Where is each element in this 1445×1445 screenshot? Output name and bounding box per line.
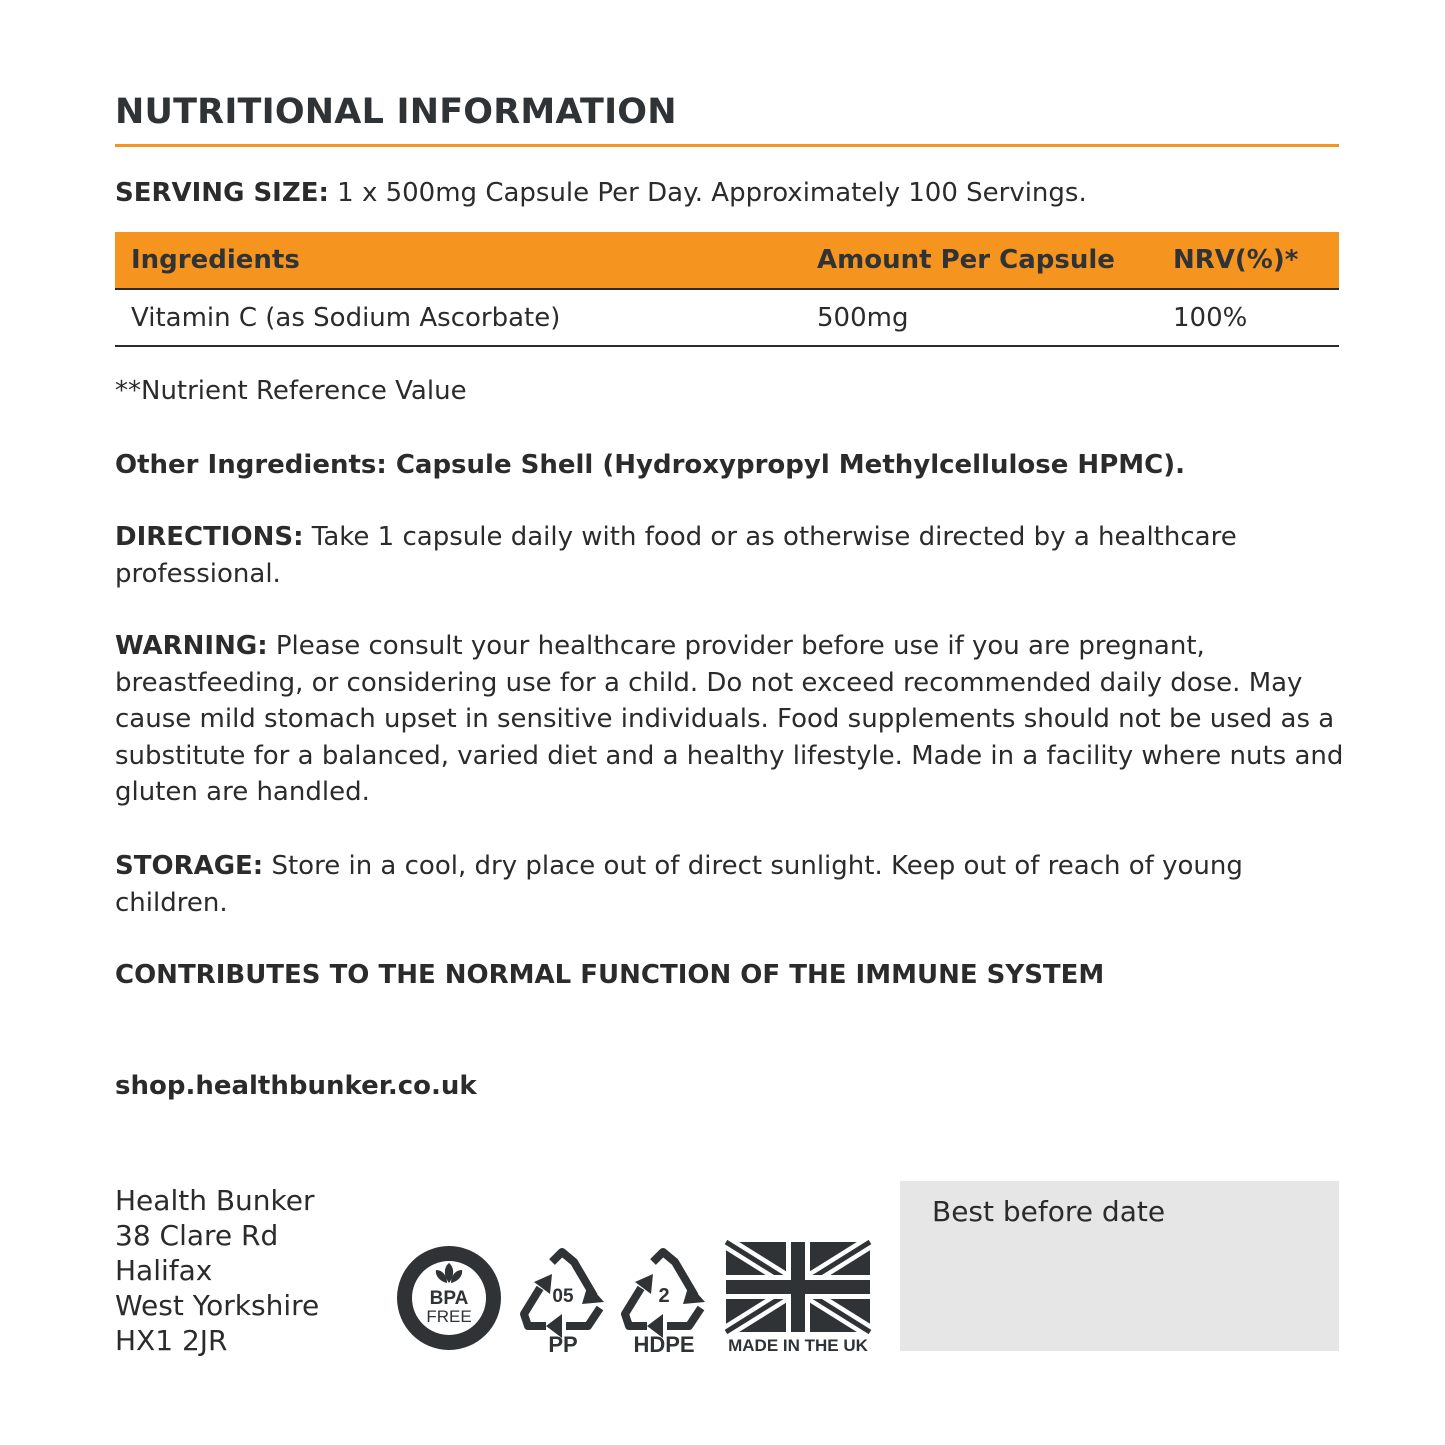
header-ingredients: Ingredients	[131, 245, 300, 275]
table-row	[115, 290, 1339, 347]
header-amount: Amount Per Capsule	[817, 245, 1115, 275]
union-flag-icon	[724, 1240, 872, 1358]
warning-text: Please consult your healthcare provider before use if you are pregnant, breastfeeding, or considering use for a child. Do not exceed recommended daily dose. May cause mild stomach upset in sensitive individuals. Food supplements should not be used as a substitute for a balanced, varied diet and a healthy lifestyle. Made in a facility where nuts and gluten are handled.	[115, 631, 1344, 807]
recycle-pp-icon	[518, 1248, 608, 1358]
heading-underline	[115, 144, 1339, 147]
hdpe-label: HDPE	[633, 1332, 695, 1357]
recycle-hdpe-icon	[619, 1248, 709, 1358]
address-line: 38 Clare Rd	[115, 1219, 279, 1252]
storage	[115, 848, 1345, 921]
table-header	[115, 232, 1339, 290]
made-in-uk-text: MADE IN THE UK	[728, 1336, 868, 1355]
bpa-text: BPA	[429, 1288, 469, 1309]
other-ingredients: Other Ingredients: Capsule Shell (Hydroxypropyl Methylcellulose HPMC).	[115, 450, 1185, 480]
page-title: NUTRITIONAL INFORMATION	[115, 92, 677, 132]
serving-size-text: 1 x 500mg Capsule Per Day. Approximately 100 Servings.	[328, 178, 1087, 208]
directions-label: DIRECTIONS:	[115, 522, 304, 552]
storage-text: Store in a cool, dry place out of direct sunlight. Keep out of reach of young children.	[115, 851, 1243, 918]
hdpe-number: 2	[658, 1285, 670, 1307]
cell-ingredient: Vitamin C (as Sodium Ascorbate)	[131, 303, 561, 333]
best-before-panel	[900, 1181, 1339, 1351]
pp-number: 05	[552, 1286, 574, 1307]
address-line: West Yorkshire	[115, 1289, 320, 1322]
best-before-label: Best before date	[932, 1195, 1166, 1228]
serving-size	[115, 175, 1345, 212]
serving-size-label: SERVING SIZE:	[115, 178, 329, 208]
pp-label: PP	[548, 1332, 578, 1357]
free-text: FREE	[426, 1307, 472, 1326]
directions	[115, 519, 1345, 592]
company-address	[115, 1183, 319, 1358]
immune-claim: CONTRIBUTES TO THE NORMAL FUNCTION OF THE IMMUNE SYSTEM	[115, 960, 1105, 990]
address-line: Health Bunker	[115, 1184, 315, 1217]
header-nrv: NRV(%)*	[1173, 245, 1299, 275]
cell-amount: 500mg	[817, 303, 909, 333]
directions-text: Take 1 capsule daily with food or as otherwise directed by a healthcare professional.	[115, 522, 1237, 589]
cell-nrv: 100%	[1173, 303, 1248, 333]
nutrition-table	[115, 232, 1339, 347]
bpa-free-icon	[396, 1245, 502, 1351]
website-link[interactable]: shop.healthbunker.co.uk	[115, 1071, 477, 1101]
address-line: HX1 2JR	[115, 1324, 228, 1357]
nrv-footnote: **Nutrient Reference Value	[115, 376, 467, 406]
storage-label: STORAGE:	[115, 851, 264, 881]
warning-label: WARNING:	[115, 631, 268, 661]
warning	[115, 628, 1345, 811]
address-line: Halifax	[115, 1254, 213, 1287]
